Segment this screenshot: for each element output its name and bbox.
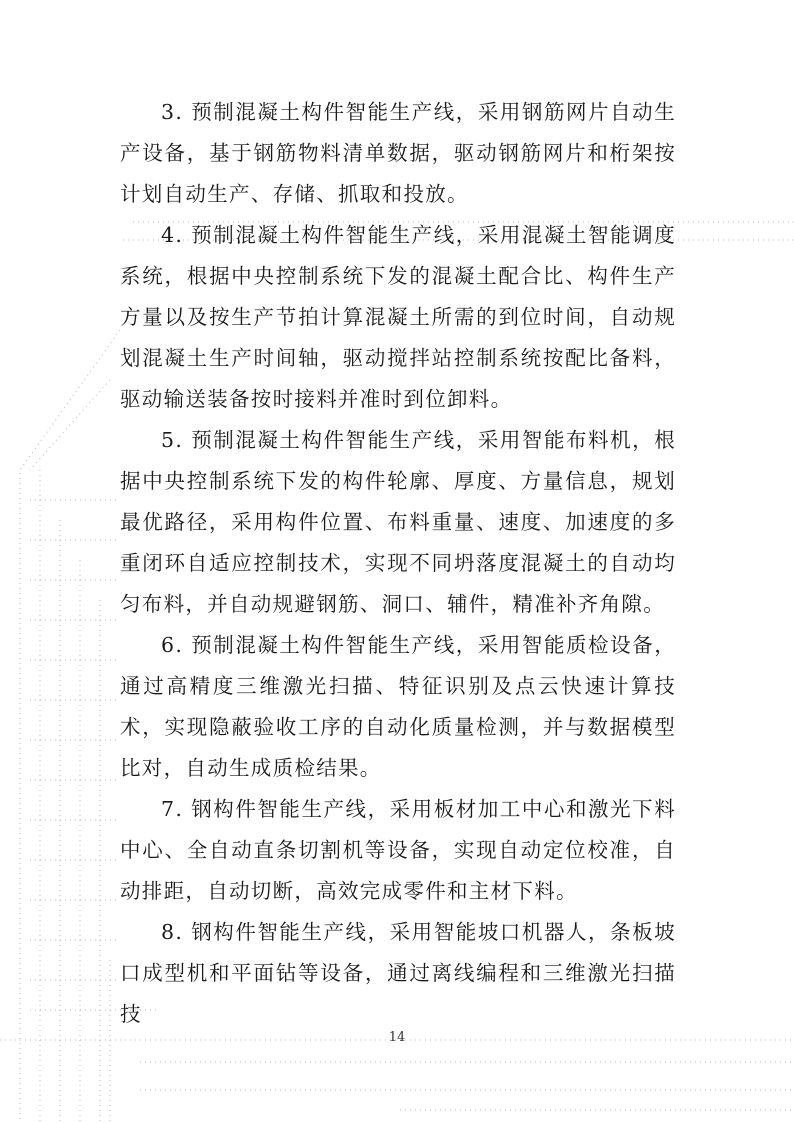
page-number: 14 xyxy=(388,1030,406,1045)
paragraph-item-6: 6. 预制混凝土构件智能生产线，采用智能质检设备，通过高精度三维激光扫描、特征识别及点云快速计算技术，实现隐蔽验收工序的自动化质量检测，并与数据模型比对，自动生成质检结果。 xyxy=(120,633,676,780)
paragraph-item-4: 4. 预制混凝土构件智能生产线，采用混凝土智能调度系统，根据中央控制系统下发的混凝土配合比、构件生产方量以及按生产节拍计算混凝土所需的到位时间，自动规划混凝土生产时间轴，驱动搅拌站控制系统按配比备料，驱动输送装备按时接料并准时到位卸料。 xyxy=(120,223,676,411)
paragraph-item-7: 7. 钢构件智能生产线，采用板材加工中心和激光下料中心、全自动直条切割机等设备，实现自动定位校准，自动排距，自动切断，高效完成零件和主材下料。 xyxy=(120,797,676,903)
body-text xyxy=(120,92,676,1035)
paragraph-item-8: 8. 钢构件智能生产线，采用智能坡口机器人，条板坡口成型机和平面钻等设备，通过离线编程和三维激光扫描技 xyxy=(120,920,676,1026)
paragraph-item-3: 3. 预制混凝土构件智能生产线，采用钢筋网片自动生产设备，基于钢筋物料清单数据，驱动钢筋网片和桁架按计划自动生产、存储、抓取和投放。 xyxy=(120,100,676,206)
paragraph-item-5: 5. 预制混凝土构件智能生产线，采用智能布料机，根据中央控制系统下发的构件轮廓、厚度、方量信息，规划最优路径，采用构件位置、布料重量、速度、加速度的多重闭环自适应控制技术，实现不同坍落度混凝土的自动均匀布料，并自动规避钢筋、洞口、辅件，精准补齐角隙。 xyxy=(120,428,676,616)
